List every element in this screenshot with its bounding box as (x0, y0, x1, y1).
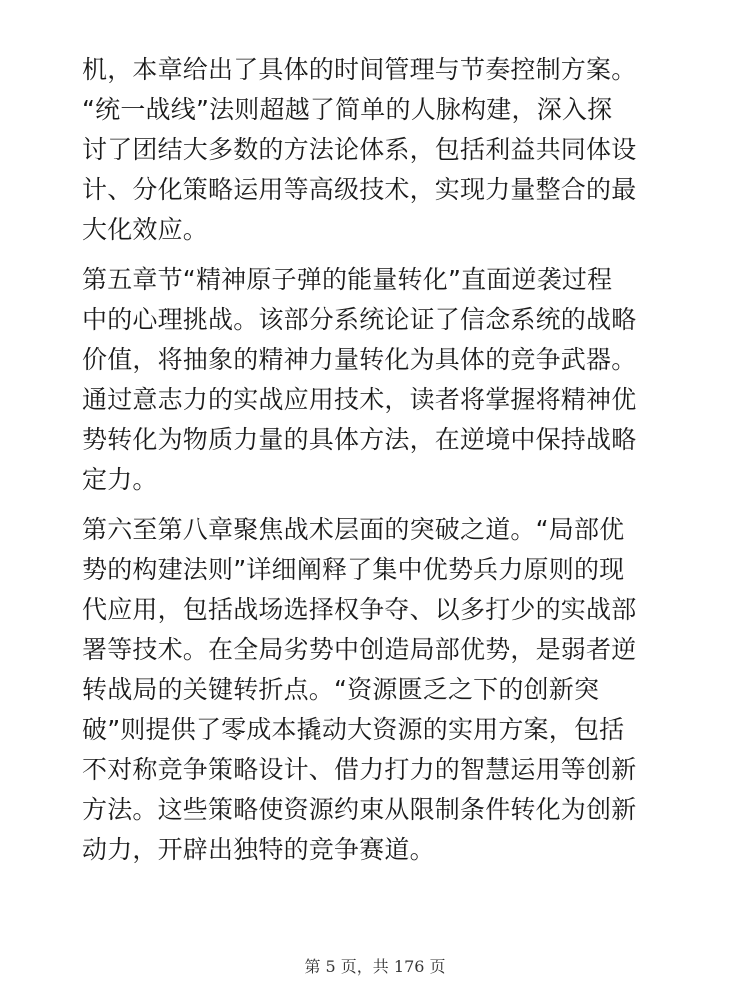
text-line: 代应用，包括战场选择权争夺、以多打少的实战部 (82, 595, 637, 624)
paragraph-1 (82, 50, 694, 250)
text-line: 机，本章给出了具体的时间管理与节奏控制方案。 (82, 55, 637, 84)
text-line: 大化效应。 (82, 215, 209, 244)
text-line: “统一战线”法则超越了简单的人脉构建，深入探 (82, 95, 613, 124)
text-line: 第六至第八章聚焦战术层面的突破之道。“局部优 (82, 515, 625, 544)
text-line: 第五章节“精神原子弹的能量转化”直面逆袭过程 (82, 265, 613, 294)
text-line: 势的构建法则”详细阐释了集中优势兵力原则的现 (82, 555, 625, 584)
text-line: 破”则提供了零成本撬动大资源的实用方案，包括 (82, 715, 625, 744)
text-line: 署等技术。在全局劣势中创造局部优势，是弱者逆 (82, 635, 637, 664)
text-line: 方法。这些策略使资源约束从限制条件转化为创新 (82, 795, 637, 824)
text-line: 中的心理挑战。该部分系统论证了信念系统的战略 (82, 305, 637, 334)
text-line: 通过意志力的实战应用技术，读者将掌握将精神优 (82, 385, 637, 414)
text-line: 计、分化策略运用等高级技术，实现力量整合的最 (82, 175, 637, 204)
body-text (82, 50, 694, 880)
paragraph-3 (82, 510, 694, 870)
text-line: 转战局的关键转折点。“资源匮乏之下的创新突 (82, 675, 600, 704)
text-line: 讨了团结大多数的方法论体系，包括利益共同体设 (82, 135, 637, 164)
paragraph-2 (82, 260, 694, 500)
text-line: 动力，开辟出独特的竞争赛道。 (82, 835, 435, 864)
text-line: 不对称竞争策略设计、借力打力的智慧运用等创新 (82, 755, 637, 784)
text-line: 势转化为物质力量的具体方法，在逆境中保持战略 (82, 425, 637, 454)
text-line: 定力。 (82, 465, 158, 494)
text-line: 价值，将抽象的精神力量转化为具体的竞争武器。 (82, 345, 637, 374)
page-number: 第 5 页，共 176 页 (304, 957, 446, 976)
